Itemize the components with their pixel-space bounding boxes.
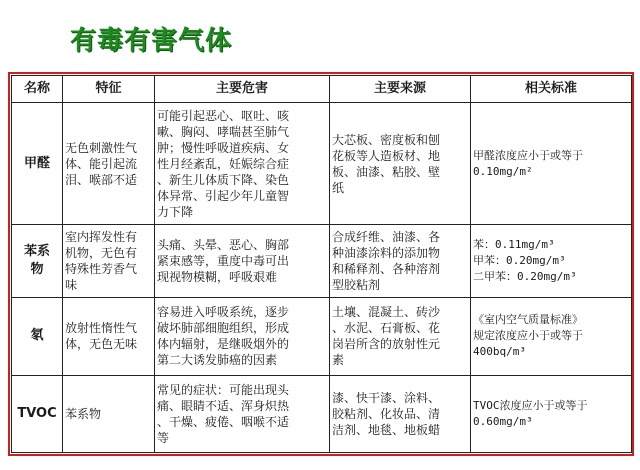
cell-line: 和稀释剂、各种溶剂 — [332, 262, 441, 277]
col-header-feature: 特征 — [63, 76, 155, 103]
cell-line: 嗽、胸闷、哮喘甚至肺气 — [157, 124, 290, 139]
cell-line: 苯系 — [23, 244, 50, 260]
cell-line: 素 — [332, 353, 345, 368]
cell-feature — [63, 103, 155, 225]
col-header-standard: 相关标准 — [471, 76, 632, 103]
cell-line: 洁剂、地毯、地板蜡 — [332, 422, 441, 437]
cell-line: 体、能引起流 — [65, 156, 138, 171]
cell-line: 土壤、混凝土、砖沙 — [332, 305, 441, 320]
cell-line: 漆、快干漆、涂料、 — [332, 390, 441, 405]
cell-line: 破坏肺部细胞组织，形成 — [157, 321, 290, 336]
cell-line: 400bq/m³ — [473, 345, 526, 359]
cell-name — [12, 375, 63, 452]
cell-standard — [471, 103, 632, 225]
cell-line: 甲苯：0.20mg/m³ — [473, 254, 566, 268]
table-row — [12, 375, 632, 452]
cell-line: 室内挥发性有 — [65, 230, 138, 245]
cell-harm — [155, 375, 330, 452]
cell-name — [12, 298, 63, 375]
cell-line: 0.10mg/m² — [473, 164, 533, 178]
cell-line: 痛、眼睛不适、浑身炽热 — [157, 398, 290, 413]
table-row — [12, 298, 632, 375]
cell-line: 无色刺激性气 — [65, 140, 138, 155]
cell-name — [12, 225, 63, 298]
cell-harm — [155, 103, 330, 225]
cell-source — [330, 225, 471, 298]
cell-line: 泪、喉部不适 — [65, 172, 138, 187]
cell-line: 特殊性芳香气 — [65, 262, 138, 277]
cell-line: 氡 — [30, 328, 44, 344]
cell-line: 、水泥、石膏板、花 — [332, 321, 441, 336]
cell-feature — [63, 225, 155, 298]
cell-line: 合成纤维、油漆、各 — [332, 230, 441, 245]
cell-source — [330, 103, 471, 225]
cell-line: 物 — [30, 262, 44, 278]
cell-feature — [63, 375, 155, 452]
cell-line: 放射性惰性气 — [65, 321, 138, 336]
cell-line: TVOC — [17, 405, 57, 421]
cell-line: 大芯板、密度板和刨 — [332, 132, 441, 147]
cell-line: 、干燥、疲倦、咽喉不适 — [157, 414, 290, 429]
col-header-name: 名称 — [12, 76, 63, 103]
cell-line: TVOC浓度应小于或等于 — [473, 398, 588, 412]
cell-line: 体，无色无味 — [65, 337, 138, 352]
cell-line: 胶粘剂、化妆品、清 — [332, 406, 441, 421]
cell-line: 可能引起恶心、呕吐、咳 — [157, 108, 290, 123]
cell-line: 岗岩所含的放射性元 — [332, 337, 441, 352]
cell-standard — [471, 298, 632, 375]
cell-line: 二甲苯：0.20mg/m³ — [473, 270, 577, 284]
cell-standard — [471, 375, 632, 452]
page-title: 有毒有害气体 — [70, 26, 233, 56]
cell-line: 机物，无色有 — [65, 246, 138, 261]
cell-line: 性月经紊乱，妊娠综合症 — [157, 156, 290, 171]
cell-line: 常见的症状：可能出现头 — [157, 382, 290, 397]
hazard-table — [11, 75, 632, 453]
cell-line: 体内辐射，是继吸烟外的 — [157, 337, 290, 352]
cell-line: 花板等人造板材、地 — [332, 148, 441, 163]
cell-name — [12, 103, 63, 225]
cell-line: 肿；慢性呼吸道疾病、女 — [157, 140, 290, 155]
cell-line: 苯系物 — [65, 406, 102, 421]
cell-line: 《室内空气质量标准》 — [473, 313, 583, 327]
cell-line: 紧束感等，重度中毒可出 — [157, 254, 290, 269]
cell-line: 甲醛浓度应小于或等于 — [473, 148, 583, 162]
header-row — [12, 76, 632, 103]
cell-standard — [471, 225, 632, 298]
cell-source — [330, 298, 471, 375]
cell-line: 规定浓度应小于或等于 — [473, 329, 583, 343]
cell-line: 头痛、头晕、恶心、胸部 — [157, 238, 290, 253]
cell-line: 等 — [157, 430, 170, 445]
cell-line: 容易进入呼吸系统，逐步 — [157, 305, 290, 320]
cell-line: 0.60mg/m³ — [473, 414, 533, 428]
table-row — [12, 103, 632, 225]
cell-line: 型胶粘剂 — [332, 278, 381, 293]
cell-line: 、新生儿体质下降、染色 — [157, 172, 290, 187]
table-row — [12, 225, 632, 298]
cell-harm — [155, 225, 330, 298]
cell-line: 板、油漆、粘胶、壁 — [332, 164, 441, 179]
col-header-harm: 主要危害 — [155, 76, 330, 103]
cell-line: 力下降 — [157, 204, 194, 219]
cell-line: 味 — [65, 278, 78, 293]
cell-line: 苯：0.11mg/m³ — [473, 238, 555, 252]
cell-line: 纸 — [332, 180, 345, 195]
cell-source — [330, 375, 471, 452]
cell-line: 现视物模糊，呼吸艰难 — [157, 270, 278, 285]
cell-line: 体异常、引起少年儿童智 — [157, 188, 290, 203]
cell-harm — [155, 298, 330, 375]
col-header-source: 主要来源 — [330, 76, 471, 103]
cell-feature — [63, 298, 155, 375]
cell-line: 种油漆涂料的添加物 — [332, 246, 441, 261]
cell-line: 甲醛 — [23, 155, 50, 171]
cell-line: 第二大诱发肺癌的因素 — [157, 353, 278, 368]
